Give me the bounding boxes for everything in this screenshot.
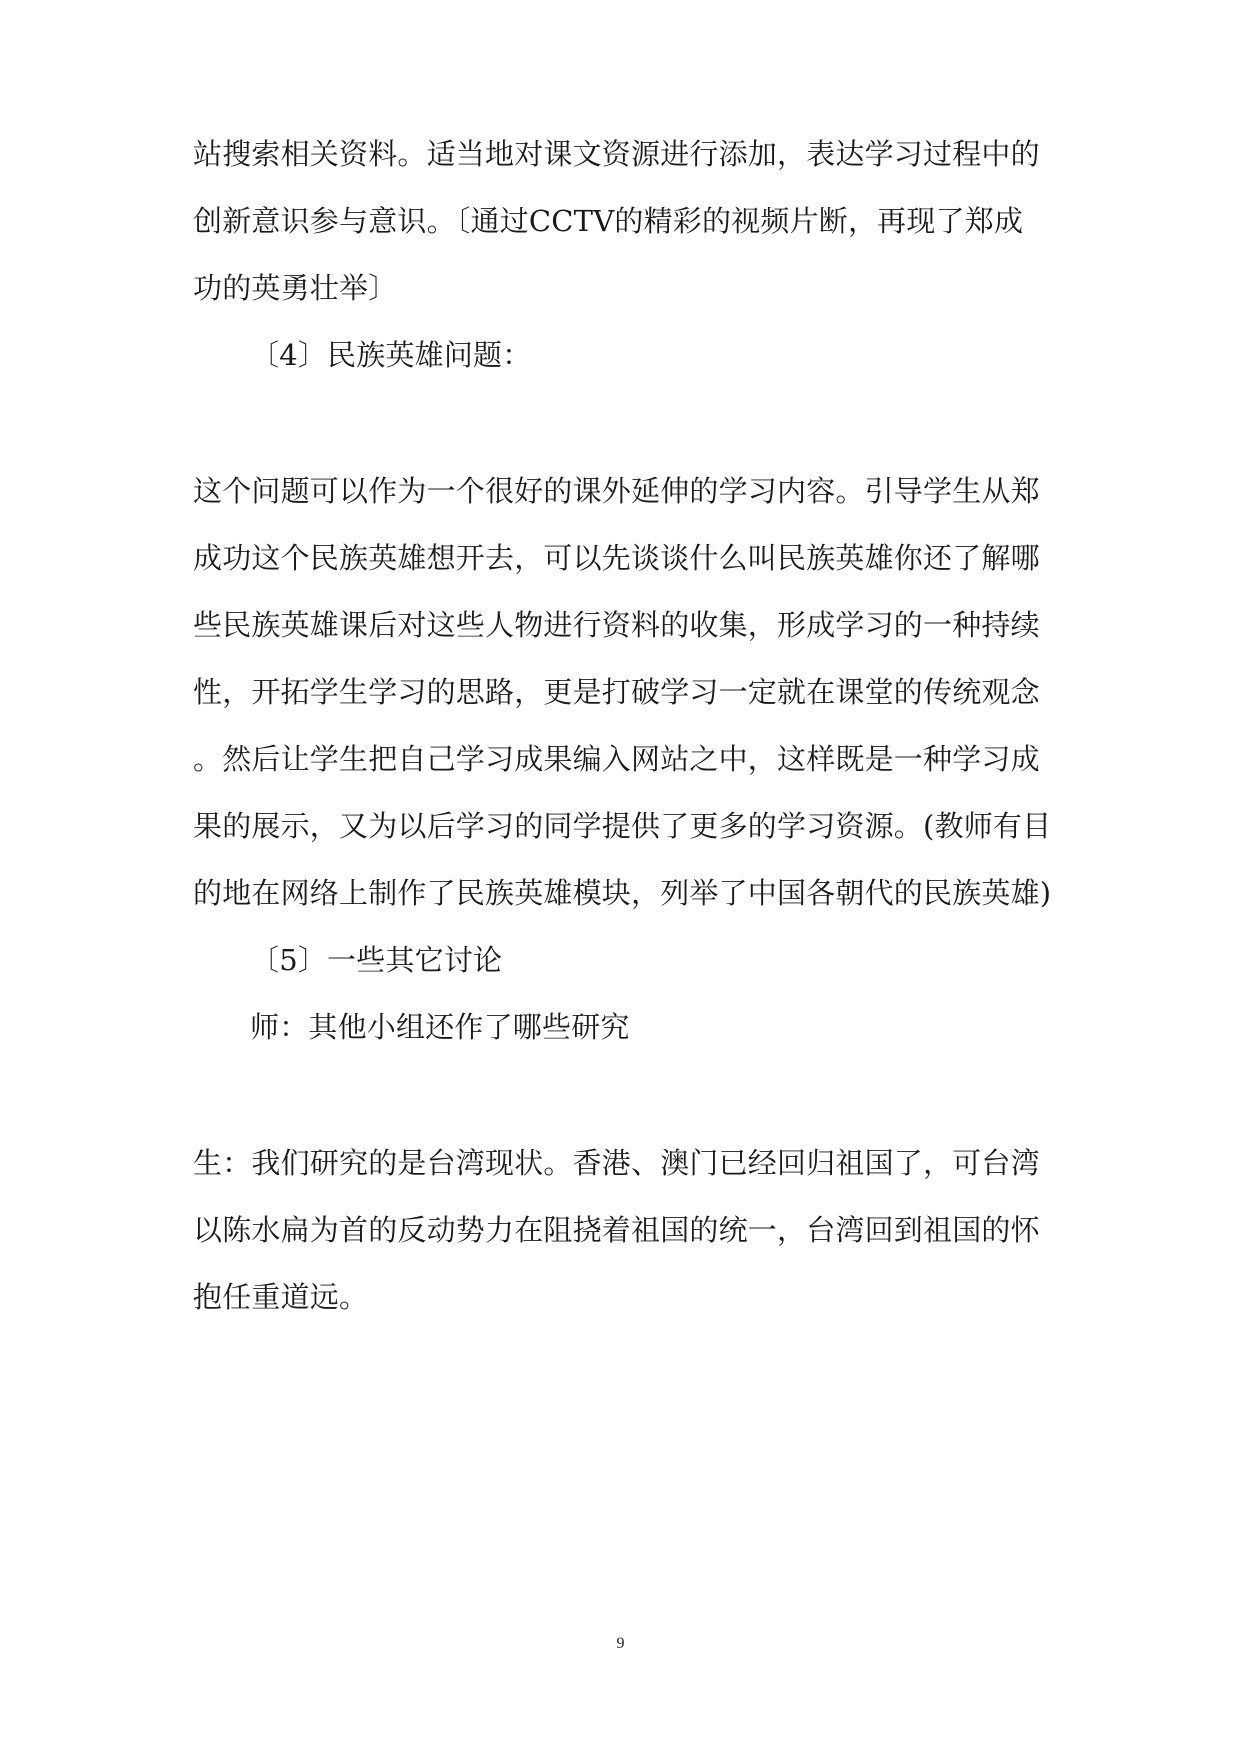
paragraph-line: 。然后让学生把自己学习成果编入网站之中，这样既是一种学习成 <box>193 742 1040 776</box>
paragraph-line: 些民族英雄课后对这些人物进行资料的收集，形成学习的一种持续 <box>193 608 1040 642</box>
teacher-question: 师：其他小组还作了哪些研究 <box>250 1010 630 1044</box>
paragraph-line: 生：我们研究的是台湾现状。香港、澳门已经回归祖国了，可台湾 <box>193 1146 1040 1180</box>
paragraph-line: 性，开拓学生学习的思路，更是打破学习一定就在课堂的传统观念 <box>193 675 1040 709</box>
paragraph-line: 以陈水扁为首的反动势力在阻挠着祖国的统一，台湾回到祖国的怀 <box>193 1213 1040 1247</box>
paragraph-line: 创新意识参与意识。〔通过CCTV的精彩的视频片断，再现了郑成 <box>193 204 1024 238</box>
page-number: 9 <box>616 1635 625 1652</box>
paragraph-line: 功的英勇壮举〕 <box>193 271 398 305</box>
paragraph-line: 成功这个民族英雄想开去，可以先谈谈什么叫民族英雄你还了解哪 <box>193 541 1040 575</box>
paragraph-line: 果的展示，又为以后学习的同学提供了更多的学习资源。(教师有目 <box>193 809 1052 843</box>
section-heading-5: 〔5〕一些其它讨论 <box>250 943 503 977</box>
paragraph-line: 的地在网络上制作了民族英雄模块，列举了中国各朝代的民族英雄) <box>193 876 1052 910</box>
paragraph-line: 这个问题可以作为一个很好的课外延伸的学习内容。引导学生从郑 <box>193 474 1040 508</box>
section-heading-4: 〔4〕民族英雄问题： <box>250 338 532 372</box>
paragraph-line: 站搜索相关资料。适当地对课文资源进行添加，表达学习过程中的 <box>193 137 1040 171</box>
paragraph-line: 抱任重道远。 <box>193 1280 369 1314</box>
